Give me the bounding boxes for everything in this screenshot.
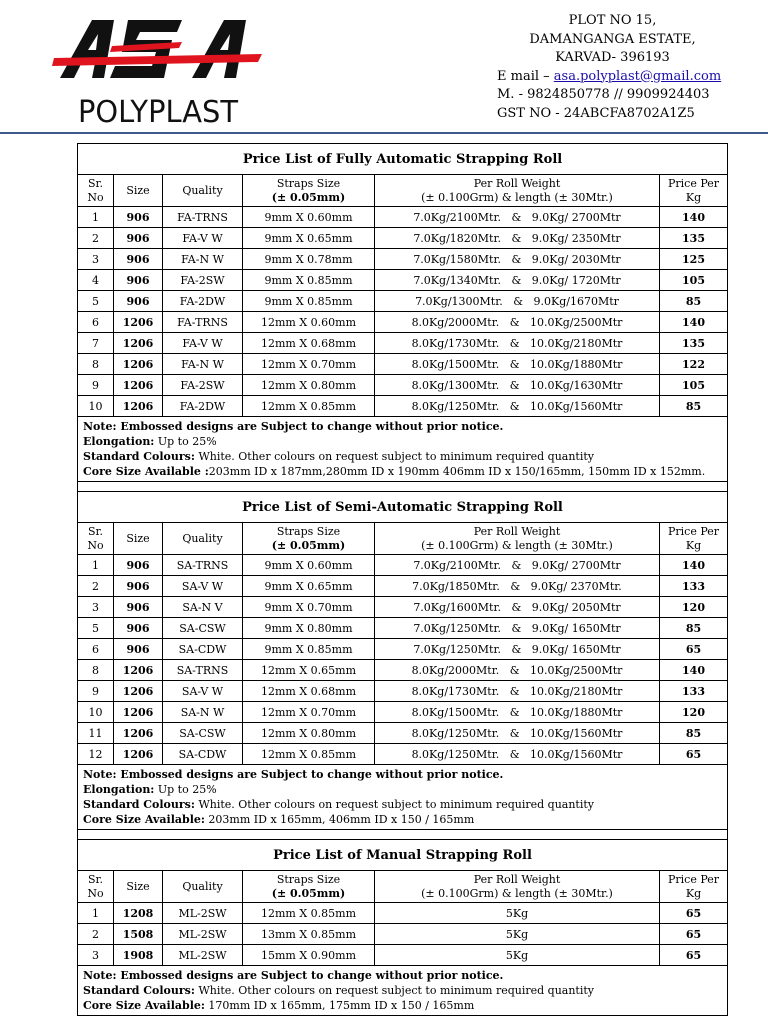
cell-size: 906 bbox=[114, 597, 163, 618]
table-row bbox=[78, 945, 728, 966]
cell-price: 85 bbox=[660, 723, 728, 744]
cell-price: 65 bbox=[660, 639, 728, 660]
table-row bbox=[78, 723, 728, 744]
section-gap bbox=[78, 482, 728, 492]
price-list-document bbox=[77, 143, 727, 1016]
table-row bbox=[78, 618, 728, 639]
logo-sub-text: POLYPLAST bbox=[78, 95, 239, 130]
section-gap bbox=[78, 830, 728, 840]
table-row bbox=[78, 903, 728, 924]
cell-sr: 12 bbox=[78, 744, 114, 765]
notes-cell bbox=[78, 417, 728, 482]
table-row bbox=[78, 576, 728, 597]
header-line: No bbox=[87, 538, 104, 552]
table-row bbox=[78, 249, 728, 270]
cell-straps: 12mm X 0.80mm bbox=[243, 723, 375, 744]
cell-quality: ML-2SW bbox=[163, 903, 243, 924]
table-row bbox=[78, 681, 728, 702]
cell-quality: FA-V W bbox=[163, 333, 243, 354]
note-text: Note: Embossed designs are Subject to change without prior notice. bbox=[83, 420, 504, 433]
colours-value: White. Other colours on request subject to minimum required quantity bbox=[194, 984, 595, 997]
cell-size: 1206 bbox=[114, 681, 163, 702]
cell-sr: 1 bbox=[78, 207, 114, 228]
cell-sr: 6 bbox=[78, 312, 114, 333]
cell-quality: SA-CSW bbox=[163, 723, 243, 744]
col-price bbox=[660, 871, 728, 903]
cell-sr: 4 bbox=[78, 270, 114, 291]
col-straps bbox=[243, 523, 375, 555]
table-row bbox=[78, 354, 728, 375]
cell-size: 1206 bbox=[114, 702, 163, 723]
cell-weight: 8.0Kg/1500Mtr. & 10.0Kg/1880Mtr bbox=[375, 702, 660, 723]
cell-price: 140 bbox=[660, 312, 728, 333]
header-line: Price Per bbox=[667, 872, 720, 886]
cell-size: 1508 bbox=[114, 924, 163, 945]
cell-size: 1208 bbox=[114, 903, 163, 924]
section-title: Price List of Fully Automatic Strapping Roll bbox=[78, 144, 728, 175]
cell-size: 1206 bbox=[114, 744, 163, 765]
cell-size: 1206 bbox=[114, 723, 163, 744]
notes-row bbox=[78, 765, 728, 830]
cell-weight: 8.0Kg/1300Mtr. & 10.0Kg/1630Mtr bbox=[375, 375, 660, 396]
table-row bbox=[78, 312, 728, 333]
header-line: Straps Size bbox=[276, 176, 341, 190]
cell-weight: 5Kg bbox=[375, 903, 660, 924]
cell-price: 140 bbox=[660, 660, 728, 681]
section-title-row bbox=[78, 492, 728, 523]
header-line: Price Per bbox=[667, 524, 720, 538]
core-size-value: 203mm ID x 165mm, 406mm ID x 150 / 165mm bbox=[204, 813, 475, 826]
col-sr bbox=[78, 523, 114, 555]
cell-quality: SA-V W bbox=[163, 576, 243, 597]
table-row bbox=[78, 207, 728, 228]
col-weight bbox=[375, 175, 660, 207]
header-line: Price Per bbox=[667, 176, 720, 190]
cell-sr: 1 bbox=[78, 555, 114, 576]
cell-weight: 7.0Kg/2100Mtr. & 9.0Kg/ 2700Mtr bbox=[375, 555, 660, 576]
col-size: Size bbox=[114, 175, 163, 207]
cell-price: 105 bbox=[660, 375, 728, 396]
header-line: Sr. bbox=[87, 524, 104, 538]
cell-weight: 7.0Kg/1340Mtr. & 9.0Kg/ 1720Mtr bbox=[375, 270, 660, 291]
header-line: Kg bbox=[685, 886, 702, 900]
address-line: DAMANGANGA ESTATE, bbox=[529, 31, 696, 47]
header-line: No bbox=[87, 886, 104, 900]
header-line: Straps Size bbox=[276, 872, 341, 886]
cell-weight: 7.0Kg/1250Mtr. & 9.0Kg/ 1650Mtr bbox=[375, 618, 660, 639]
asa-polyplast-logo bbox=[52, 10, 272, 130]
cell-straps: 12mm X 0.68mm bbox=[243, 681, 375, 702]
cell-price: 125 bbox=[660, 249, 728, 270]
cell-size: 906 bbox=[114, 291, 163, 312]
cell-price: 65 bbox=[660, 903, 728, 924]
core-size-label: Core Size Available: bbox=[83, 999, 205, 1012]
header-line: (± 0.100Grm) & length (± 30Mtr.) bbox=[421, 538, 613, 552]
gst-row: GST NO - 24ABCFA8702A1Z5 bbox=[497, 105, 695, 121]
email-row bbox=[470, 68, 755, 87]
section-title: Price List of Manual Strapping Roll bbox=[78, 840, 728, 871]
core-size-label: Core Size Available: bbox=[83, 813, 205, 826]
address-line: KARVAD- 396193 bbox=[555, 50, 670, 65]
cell-size: 906 bbox=[114, 249, 163, 270]
col-straps bbox=[243, 871, 375, 903]
cell-weight: 5Kg bbox=[375, 924, 660, 945]
cell-price: 135 bbox=[660, 228, 728, 249]
cell-straps: 12mm X 0.65mm bbox=[243, 660, 375, 681]
cell-sr: 9 bbox=[78, 375, 114, 396]
note-line bbox=[83, 767, 722, 782]
cell-sr: 5 bbox=[78, 291, 114, 312]
core-size-line bbox=[83, 812, 722, 827]
cell-straps: 9mm X 0.65mm bbox=[243, 576, 375, 597]
cell-size: 1206 bbox=[114, 354, 163, 375]
cell-size: 1206 bbox=[114, 375, 163, 396]
header-line: (± 0.100Grm) & length (± 30Mtr.) bbox=[421, 190, 613, 204]
core-size-label: Core Size Available : bbox=[83, 465, 209, 478]
table-row bbox=[78, 270, 728, 291]
cell-sr: 3 bbox=[78, 597, 114, 618]
gap-cell bbox=[78, 482, 728, 492]
cell-quality: FA-TRNS bbox=[163, 207, 243, 228]
cell-straps: 12mm X 0.85mm bbox=[243, 744, 375, 765]
cell-size: 1206 bbox=[114, 660, 163, 681]
cell-price: 85 bbox=[660, 396, 728, 417]
cell-price: 140 bbox=[660, 555, 728, 576]
elongation-value: Up to 25% bbox=[154, 783, 217, 796]
cell-size: 1908 bbox=[114, 945, 163, 966]
cell-weight: 7.0Kg/1820Mtr. & 9.0Kg/ 2350Mtr bbox=[375, 228, 660, 249]
cell-sr: 10 bbox=[78, 396, 114, 417]
cell-size: 906 bbox=[114, 618, 163, 639]
email-label: E mail – bbox=[497, 68, 554, 84]
colours-line bbox=[83, 797, 722, 812]
cell-weight: 7.0Kg/1300Mtr. & 9.0Kg/1670Mtr bbox=[375, 291, 660, 312]
header-line: Straps Size bbox=[276, 524, 341, 538]
table-row bbox=[78, 396, 728, 417]
address-line: PLOT NO 15, bbox=[568, 13, 657, 28]
cell-straps: 12mm X 0.80mm bbox=[243, 375, 375, 396]
cell-sr: 5 bbox=[78, 618, 114, 639]
colours-line bbox=[83, 983, 722, 998]
cell-quality: FA-2DW bbox=[163, 396, 243, 417]
cell-straps: 12mm X 0.60mm bbox=[243, 312, 375, 333]
cell-price: 85 bbox=[660, 618, 728, 639]
cell-weight: 8.0Kg/1250Mtr. & 10.0Kg/1560Mtr bbox=[375, 723, 660, 744]
cell-price: 140 bbox=[660, 207, 728, 228]
cell-price: 133 bbox=[660, 681, 728, 702]
cell-sr: 3 bbox=[78, 249, 114, 270]
note-line bbox=[83, 419, 722, 434]
cell-sr: 10 bbox=[78, 702, 114, 723]
header-line: Sr. bbox=[87, 872, 104, 886]
cell-price: 105 bbox=[660, 270, 728, 291]
notes-cell bbox=[78, 765, 728, 830]
table-row bbox=[78, 660, 728, 681]
colours-value: White. Other colours on request subject to minimum required quantity bbox=[194, 450, 595, 463]
colours-label: Standard Colours: bbox=[83, 798, 195, 811]
header-line: (± 0.100Grm) & length (± 30Mtr.) bbox=[421, 886, 613, 900]
cell-size: 1206 bbox=[114, 312, 163, 333]
note-line bbox=[83, 968, 722, 983]
cell-size: 906 bbox=[114, 228, 163, 249]
cell-size: 1206 bbox=[114, 396, 163, 417]
gap-cell bbox=[78, 830, 728, 840]
cell-straps: 9mm X 0.78mm bbox=[243, 249, 375, 270]
header-line: Per Roll Weight bbox=[473, 872, 561, 886]
cell-sr: 11 bbox=[78, 723, 114, 744]
section-title-row bbox=[78, 840, 728, 871]
header-line: Per Roll Weight bbox=[473, 176, 561, 190]
cell-sr: 7 bbox=[78, 333, 114, 354]
core-size-value: 170mm ID x 165mm, 175mm ID x 150 / 165mm bbox=[204, 999, 475, 1012]
header-line: (± 0.05mm) bbox=[271, 886, 346, 900]
cell-price: 120 bbox=[660, 702, 728, 723]
header-line: Per Roll Weight bbox=[473, 524, 561, 538]
table-header-row bbox=[78, 523, 728, 555]
colours-value: White. Other colours on request subject to minimum required quantity bbox=[194, 798, 595, 811]
email-link[interactable]: asa.polyplast@gmail.com bbox=[553, 68, 722, 84]
notes-cell bbox=[78, 966, 728, 1016]
colours-label: Standard Colours: bbox=[83, 450, 195, 463]
cell-weight: 8.0Kg/2000Mtr. & 10.0Kg/2500Mtr bbox=[375, 660, 660, 681]
cell-sr: 2 bbox=[78, 228, 114, 249]
cell-quality: SA-TRNS bbox=[163, 660, 243, 681]
header-line: Kg bbox=[685, 538, 702, 552]
cell-straps: 9mm X 0.60mm bbox=[243, 207, 375, 228]
cell-straps: 9mm X 0.85mm bbox=[243, 270, 375, 291]
cell-price: 65 bbox=[660, 924, 728, 945]
col-sr bbox=[78, 175, 114, 207]
cell-straps: 9mm X 0.85mm bbox=[243, 639, 375, 660]
cell-size: 906 bbox=[114, 270, 163, 291]
header-line: (± 0.05mm) bbox=[271, 538, 346, 552]
elongation-line bbox=[83, 434, 722, 449]
cell-price: 135 bbox=[660, 333, 728, 354]
logo-mark bbox=[52, 20, 262, 78]
cell-weight: 7.0Kg/1850Mtr. & 9.0Kg/ 2370Mtr. bbox=[375, 576, 660, 597]
cell-sr: 6 bbox=[78, 639, 114, 660]
col-weight bbox=[375, 523, 660, 555]
col-sr bbox=[78, 871, 114, 903]
cell-sr: 2 bbox=[78, 576, 114, 597]
header-line: (± 0.05mm) bbox=[271, 190, 346, 204]
col-size: Size bbox=[114, 871, 163, 903]
cell-weight: 7.0Kg/2100Mtr. & 9.0Kg/ 2700Mtr bbox=[375, 207, 660, 228]
cell-quality: FA-2SW bbox=[163, 375, 243, 396]
cell-straps: 9mm X 0.65mm bbox=[243, 228, 375, 249]
cell-price: 133 bbox=[660, 576, 728, 597]
col-quality: Quality bbox=[163, 523, 243, 555]
elongation-line bbox=[83, 782, 722, 797]
cell-size: 906 bbox=[114, 639, 163, 660]
notes-row bbox=[78, 966, 728, 1016]
cell-weight: 8.0Kg/1500Mtr. & 10.0Kg/1880Mtr bbox=[375, 354, 660, 375]
core-size-line bbox=[83, 464, 722, 479]
cell-weight: 5Kg bbox=[375, 945, 660, 966]
company-address bbox=[470, 12, 755, 123]
section-title: Price List of Semi-Automatic Strapping Roll bbox=[78, 492, 728, 523]
table-row bbox=[78, 924, 728, 945]
cell-quality: SA-CSW bbox=[163, 618, 243, 639]
cell-weight: 8.0Kg/1730Mtr. & 10.0Kg/2180Mtr bbox=[375, 333, 660, 354]
note-text: Note: Embossed designs are Subject to change without prior notice. bbox=[83, 768, 504, 781]
cell-weight: 8.0Kg/2000Mtr. & 10.0Kg/2500Mtr bbox=[375, 312, 660, 333]
table-row bbox=[78, 702, 728, 723]
table-row bbox=[78, 375, 728, 396]
cell-size: 906 bbox=[114, 576, 163, 597]
cell-straps: 9mm X 0.60mm bbox=[243, 555, 375, 576]
cell-sr: 2 bbox=[78, 924, 114, 945]
cell-straps: 13mm X 0.85mm bbox=[243, 924, 375, 945]
cell-straps: 9mm X 0.80mm bbox=[243, 618, 375, 639]
cell-price: 65 bbox=[660, 744, 728, 765]
table-row bbox=[78, 228, 728, 249]
section-title-row bbox=[78, 144, 728, 175]
header-line: No bbox=[87, 190, 104, 204]
col-price bbox=[660, 175, 728, 207]
table-header-row bbox=[78, 175, 728, 207]
cell-weight: 7.0Kg/1600Mtr. & 9.0Kg/ 2050Mtr bbox=[375, 597, 660, 618]
cell-price: 85 bbox=[660, 291, 728, 312]
colours-label: Standard Colours: bbox=[83, 984, 195, 997]
cell-size: 906 bbox=[114, 555, 163, 576]
cell-quality: FA-TRNS bbox=[163, 312, 243, 333]
cell-size: 1206 bbox=[114, 333, 163, 354]
cell-quality: SA-N V bbox=[163, 597, 243, 618]
cell-weight: 7.0Kg/1250Mtr. & 9.0Kg/ 1650Mtr bbox=[375, 639, 660, 660]
table-row bbox=[78, 291, 728, 312]
col-size: Size bbox=[114, 523, 163, 555]
table-row bbox=[78, 744, 728, 765]
cell-quality: SA-V W bbox=[163, 681, 243, 702]
cell-quality: FA-N W bbox=[163, 249, 243, 270]
note-text: Note: Embossed designs are Subject to change without prior notice. bbox=[83, 969, 504, 982]
header-divider bbox=[0, 132, 768, 134]
cell-size: 906 bbox=[114, 207, 163, 228]
cell-weight: 7.0Kg/1580Mtr. & 9.0Kg/ 2030Mtr bbox=[375, 249, 660, 270]
cell-quality: FA-N W bbox=[163, 354, 243, 375]
elongation-label: Elongation: bbox=[83, 435, 155, 448]
price-table bbox=[77, 143, 728, 1016]
elongation-label: Elongation: bbox=[83, 783, 155, 796]
col-weight bbox=[375, 871, 660, 903]
cell-straps: 12mm X 0.85mm bbox=[243, 396, 375, 417]
col-straps bbox=[243, 175, 375, 207]
colours-line bbox=[83, 449, 722, 464]
table-row bbox=[78, 597, 728, 618]
cell-straps: 12mm X 0.70mm bbox=[243, 702, 375, 723]
cell-straps: 9mm X 0.70mm bbox=[243, 597, 375, 618]
cell-sr: 8 bbox=[78, 354, 114, 375]
header-line: Kg bbox=[685, 190, 702, 204]
cell-weight: 8.0Kg/1730Mtr. & 10.0Kg/2180Mtr bbox=[375, 681, 660, 702]
cell-weight: 8.0Kg/1250Mtr. & 10.0Kg/1560Mtr bbox=[375, 396, 660, 417]
cell-quality: FA-V W bbox=[163, 228, 243, 249]
table-row bbox=[78, 555, 728, 576]
cell-quality: ML-2SW bbox=[163, 924, 243, 945]
core-size-value: 203mm ID x 187mm,280mm ID x 190mm 406mm ID x 150/165mm, 150mm ID x 152mm. bbox=[208, 465, 706, 478]
cell-quality: SA-TRNS bbox=[163, 555, 243, 576]
cell-price: 122 bbox=[660, 354, 728, 375]
mobile-row: M. - 9824850778 // 9909924403 bbox=[497, 87, 710, 102]
cell-quality: SA-CDW bbox=[163, 639, 243, 660]
col-quality: Quality bbox=[163, 871, 243, 903]
cell-sr: 8 bbox=[78, 660, 114, 681]
col-price bbox=[660, 523, 728, 555]
cell-straps: 12mm X 0.68mm bbox=[243, 333, 375, 354]
cell-quality: SA-CDW bbox=[163, 744, 243, 765]
cell-price: 120 bbox=[660, 597, 728, 618]
core-size-line bbox=[83, 998, 722, 1013]
cell-quality: FA-2SW bbox=[163, 270, 243, 291]
cell-sr: 1 bbox=[78, 903, 114, 924]
cell-quality: ML-2SW bbox=[163, 945, 243, 966]
cell-sr: 9 bbox=[78, 681, 114, 702]
notes-row bbox=[78, 417, 728, 482]
cell-straps: 9mm X 0.85mm bbox=[243, 291, 375, 312]
table-row bbox=[78, 639, 728, 660]
cell-quality: SA-N W bbox=[163, 702, 243, 723]
header-line: Sr. bbox=[87, 176, 104, 190]
elongation-value: Up to 25% bbox=[154, 435, 217, 448]
table-row bbox=[78, 333, 728, 354]
cell-weight: 8.0Kg/1250Mtr. & 10.0Kg/1560Mtr bbox=[375, 744, 660, 765]
cell-straps: 12mm X 0.70mm bbox=[243, 354, 375, 375]
table-header-row bbox=[78, 871, 728, 903]
col-quality: Quality bbox=[163, 175, 243, 207]
cell-sr: 3 bbox=[78, 945, 114, 966]
letterhead bbox=[0, 0, 768, 134]
cell-quality: FA-2DW bbox=[163, 291, 243, 312]
cell-straps: 12mm X 0.85mm bbox=[243, 903, 375, 924]
cell-straps: 15mm X 0.90mm bbox=[243, 945, 375, 966]
cell-price: 65 bbox=[660, 945, 728, 966]
